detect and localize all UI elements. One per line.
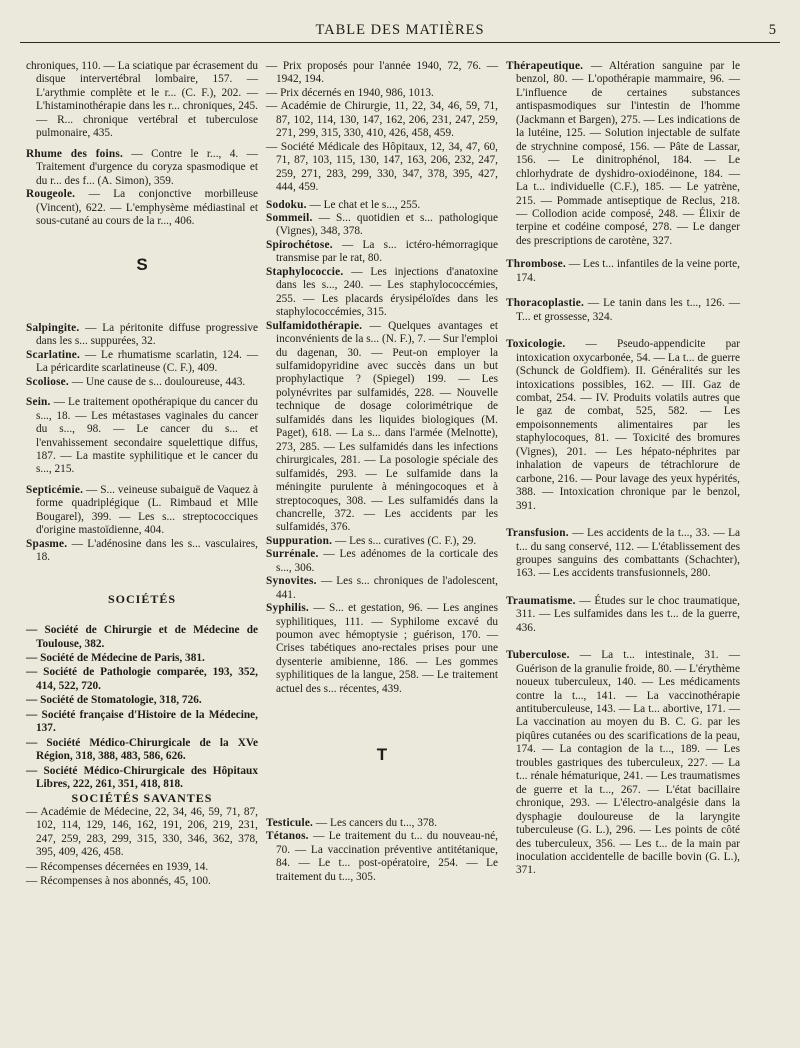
index-entry: Spirochétose. — La s... ictéro-hémorragique transmise par le rat, 80. xyxy=(266,238,498,265)
index-entry: Sein. — Le traitement opothérapique du cancer du s..., 18. — Les métastases vaginales du cancer du s..., 98. — Le cancer du s... et l'envahissement secondaire squelettique diffus, 187. — La mastite syphilitique et le cancer du s..., 215. xyxy=(26,396,258,476)
society-entry: — Société de Stomatologie, 318, 726. xyxy=(26,694,202,707)
section-letter-s: S xyxy=(136,255,148,275)
section-letter-t: T xyxy=(376,745,388,765)
index-entry: — Académie de Chirurgie, 11, 22, 34, 46, 59, 71, 87, 102, 114, 130, 147, 162, 206, 231, 247, 259, 271, 299, 315, 330, 410, 426, 458, 459. xyxy=(266,100,498,140)
page-title: TABLE DES MATIÈRES xyxy=(315,22,485,38)
index-entry: Thérapeutique. — Altération sanguine par le benzol, 80. — L'opothérapie mammaire, 96. — L'influence de certaines substances antispasmodiques sur l'intestin de l'homme (Jackmann et Bargen), 275. — Les indications de la lutéine, 125. — Solution injectable de sulfate de strychnine composé, 156. — Pâte de Lassar, 156. — Le dinitrophénol, 184. — Le chlorhydrate de dyshidro-oxiodéinone, 184. — La t... individuelle (C.F.), 185. — Le yatrène, 215. — Pommade antiseptique de Reclus, 218. — Collodion acide composé, 248. — Élixir de terpine et codéine composé, 278. — Le danger des prescriptions de carotène, 327. xyxy=(506,60,740,247)
index-entry: Surrénale. — Les adénomes de la corticale des s..., 306. xyxy=(266,548,498,574)
index-entry: Sulfamidothérapie. — Quelques avantages et inconvénients de la s... (N. F.), 7. — Sur l'emploi du dagenan, 30. — Peut-on employer la sulfamidopyridine avec succès dans un but prophylactique ? (Spiegel) 199. — Les polynévrites par sulfamidés, 228. — Nouvelle technique de dosage colorimétrique de sulfamidés dans les liquides biologiques (M. Paget), 618. — La s... dans l'armée (Melnotte), 273, 285. — Les sulfamidés dans les infections chirurgicales, 281. — La posologie spéciale des sulfamidés, 293. — Le sulfamide dans la méningite purulente à méningocoques et à streptocoques, 308. — Les sulfamidés dans la chancrelle, 372. — Les accidents par les sulfamidés, 376. xyxy=(266,319,498,534)
index-entry: Toxicologie. — Pseudo-appendicite par intoxication oxycarbonée, 54. — La t... de guerre (Schunck de Goldfiem). II. Généralités sur les intoxications possibles, 162. — III. Gaz de combat, 254. — IV. Produits volatils autres que le gaz de combat, 525, 582. — Les empoisonnements alimentaires par les staphylocoques, 81. — Toxicité des bromures (Vignes), 201. — Les hépato-néphrites par inhalation de vapeurs de tétrachlorure de carbone, 216. — Pour lavage des yeux hypérités, 388. — Intoxication chronique par le benzol, 391. xyxy=(506,338,740,512)
academie-entry: — Académie de Médecine, 22, 34, 46, 59, 71, 87, 102, 114, 129, 146, 162, 191, 206, 219, 231, 247, 259, 283, 299, 315, 330, 346, 362, 378, 395, 409, 426, 458. xyxy=(26,805,258,859)
index-entry: Testicule. — Les cancers du t..., 378. xyxy=(266,816,438,829)
index-entry: Transfusion. — Les accidents de la t..., 33. — La t... du sang conservé, 112. — L'établissement des groupes sanguins des combattants (Schachter), 163. — Les accidents transfusionnels, 280. xyxy=(506,527,740,580)
index-entry: Rougeole. — La conjonctive morbilleuse (Vincent), 622. — L'emphysème médiastinal et sous-cutané au cours de la r..., 406. xyxy=(26,188,258,227)
society-entry: — Société Médico-Chirurgicale des Hôpitaux Libres, 222, 261, 351, 418, 818. xyxy=(26,764,258,791)
column-1 xyxy=(26,60,258,890)
societes-heading: SOCIÉTÉS xyxy=(107,591,177,606)
index-entry: Septicémie. — S... veineuse subaiguë de Vaquez à forme quadriplégique (L. Rimbaud et Mlle Bougarel), 399. — Les s... streptococciques d'origine mastoïdienne, 404. xyxy=(26,483,258,537)
society-entry: — Société de Pathologie comparée, 193, 352, 414, 522, 720. xyxy=(26,666,258,692)
index-entry: — Prix proposés pour l'année 1940, 72, 76. — 1942, 194. xyxy=(266,60,498,86)
index-entry: Traumatisme. — Études sur le choc traumatique, 311. — Les sulfamides dans les t... de la guerre, 436. xyxy=(506,594,740,634)
recompenses-entry: — Récompenses décernées en 1939, 14. xyxy=(26,860,209,873)
index-entry: — Prix décernés en 1940, 986, 1013. xyxy=(266,86,434,99)
index-entry: Spasme. — L'adénosine dans les s... vasculaires, 18. xyxy=(26,537,258,564)
index-entry: Suppuration. — Les s... curatives (C. F.), 29. xyxy=(266,534,477,547)
index-entry: Salpingite. — La péritonite diffuse progressive dans les s... suppurées, 32. xyxy=(26,321,258,348)
society-entry: — Société Médico-Chirurgicale de la XVe Région, 318, 388, 483, 586, 626. xyxy=(26,736,258,763)
societes-savantes-heading: SOCIÉTÉS SAVANTES xyxy=(71,791,213,806)
index-entry: chroniques, 110. — La sciatique par écrasement du disque intervertébral lombaire, 157. — L'arythmie complète et le r... (C. F.), 202. — L'histaminothérapie dans les r... chroniques, 245. — R... chronique vertébral et tuberculose pulmonaire, 435. xyxy=(26,60,258,140)
page-header xyxy=(20,16,780,43)
index-entry: Sodoku. — Le chat et le s..., 255. xyxy=(266,198,421,211)
society-entry: — Société de Chirurgie et de Médecine de Toulouse, 382. xyxy=(26,624,258,650)
index-entry: Staphylococcie. — Les injections d'anatoxine dans les s..., 240. — Les staphylococcémies, 255. — Les placards érysipéloïdes dans les staphylococcémies, 315. xyxy=(266,265,498,319)
index-entry: Tétanos. — Le traitement du t... du nouveau-né, 70. — La vaccination préventive antitétanique, 84. — Le t... post-opératoire, 254. — Le traitement du t..., 305. xyxy=(266,830,498,883)
society-entry: — Société de Médecine de Paris, 381. xyxy=(26,651,205,664)
index-entry: Thrombose. — Les t... infantiles de la veine porte, 174. xyxy=(506,258,740,284)
index-entry: — Société Médicale des Hôpitaux, 12, 34, 47, 60, 71, 87, 103, 115, 130, 147, 163, 206, 232, 247, 259, 271, 283, 299, 330, 347, 378, 395, 427, 444, 459. xyxy=(266,140,498,194)
index-entry: Scarlatine. — Le rhumatisme scarlatin, 124. — La péricardite scarlatineuse (C. F.), 409. xyxy=(26,348,258,375)
recompenses-entry: — Récompenses à nos abonnés, 45, 100. xyxy=(26,875,211,888)
page-number: 5 xyxy=(768,22,776,38)
index-entry: Tuberculose. — La t... intestinale, 31. — Guérison de la granulie froide, 80. — L'érythème noueux tuberculeux, 140. — Les médicaments contre la t..., 141. — La vaccinothérapie antituberculeuse, 143. — La t... abortive, 171. — La vaccination au moyen du B. C. G. par les piqûres cutanées ou des scarifications de la peau, 174. — La contagion de la t..., 189. — Les troubles gastriques des tuberculeux, 227. — La t... rénale hématurique, 241. — Les traumatismes de guerre et la t..., 267. — L'état bacillaire chronique, 293. — L'électro-analgésie dans la dysphagie douloureuse de la laryngite tuberculeuse (G. L.), 296. — Les points de côté des tuberculeux, 356. — Les t... de la main par inoculation accidentelle de bacille bovin (G. L.), 371. xyxy=(506,649,740,877)
index-entry: Thoracoplastie. — Le tanin dans les t..., 126. — T... et grossesse, 324. xyxy=(506,297,740,323)
index-entry: Rhume des foins. — Contre le r..., 4. — Traitement d'urgence du coryza spasmodique et du r... des f... (A. Simon), 359. xyxy=(26,147,258,187)
index-entry: Synovites. — Les s... chroniques de l'adolescent, 441. xyxy=(266,575,498,601)
index-entry: Sommeil. — S... quotidien et s... pathologique (Vignes), 348, 378. xyxy=(266,211,498,238)
column-2 xyxy=(266,60,498,891)
column-3 xyxy=(506,60,740,885)
index-entry: Syphilis. — S... et gestation, 96. — Les angines syphilitiques, 111. — Syphilome excavé du poumon avec hémoptysie ; guérison, 170. — Crises tabétiques ano-rectales prises pour une dysenterie amibienne, 186. — Les gommes syphilitiques de la langue, 258. — Le traitement actuel des s... récentes, 439. xyxy=(266,602,498,695)
society-entry: — Société française d'Histoire de la Médecine, 137. xyxy=(26,708,258,735)
index-entry: Scoliose. — Une cause de s... douloureuse, 443. xyxy=(26,375,246,388)
